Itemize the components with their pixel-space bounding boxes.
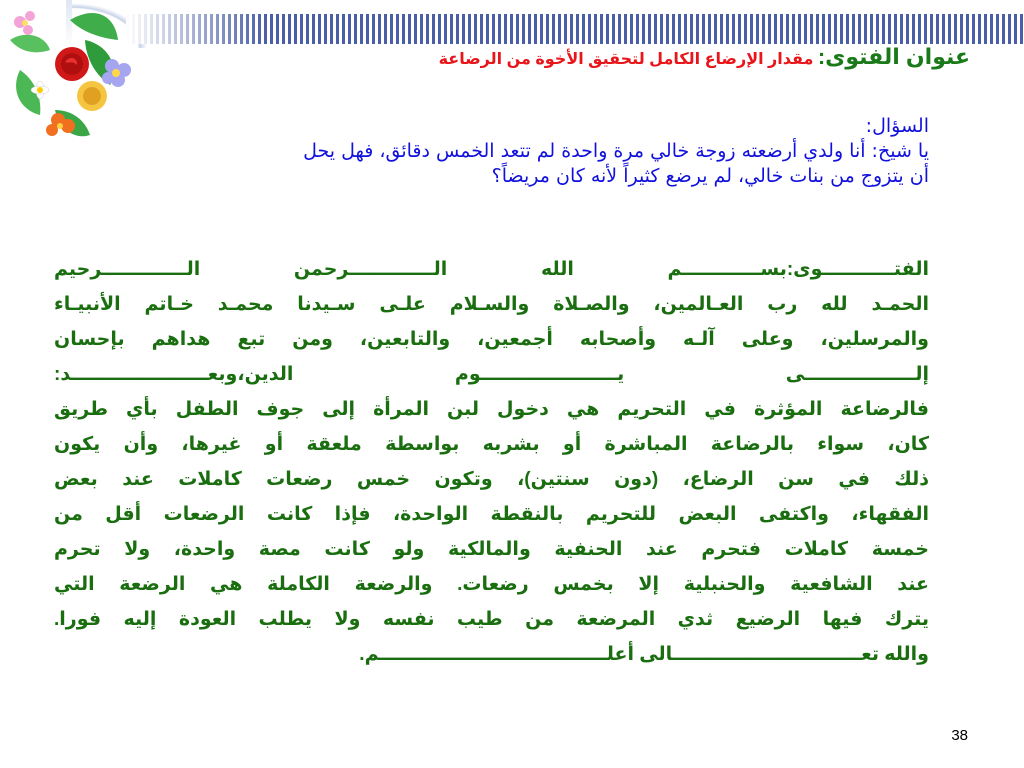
answer-line-5: فالرضاعة المؤثرة في التحريم هي دخول لبن المرأة إلى جوف الطفل بأي طريق [54, 399, 929, 420]
answer-line-11: يترك فيها الرضيع ثدي المرضعة من طيب نفسه ولا يطلب العودة إليه فورا. [54, 609, 929, 630]
answer-line-7: ذلك في سن الرضاع، (دون سنتين)، وتكون خمس رضعات كاملات عند بعض [54, 469, 929, 490]
slide-title [439, 44, 970, 70]
question-label: السؤال: [865, 115, 929, 137]
answer-line-3: والمرسلين، وعلى آلـه وأصحابه أجمعين، والتابعين، ومن تبع هداهم بإحسان [54, 329, 929, 350]
question-line-2: أن يتزوج من بنات خالي، لم يرضع كثيراً لأنه كان مريضاً؟ [491, 165, 929, 187]
question-block [49, 114, 929, 189]
answer-line-8: الفقهاء، واكتفى البعض للتحريم بالنقطة الواحدة، فإذا كانت الرضعات أقل من [54, 504, 929, 525]
answer-line-1: الفتـــــــــــوى:بســــــــــــم الله الـــــــــــــرحمن الـــــــــــــرحيم [54, 259, 929, 280]
answer-line-4: إلـــــــــــــــــى يـــــــــــــــــــــوم الدين،وبعـــــــــــــــــــــد: [54, 364, 929, 385]
question-line-1: يا شيخ: أنا ولدي أرضعته زوجة خالي مرة واحدة لم تتعد الخمس دقائق، فهل يحل [303, 140, 929, 162]
answer-block [54, 252, 929, 672]
answer-line-10: عند الشافعية والحنبلية إلا بخمس رضعات. والرضعة الكاملة هي الرضعة التي [54, 574, 929, 595]
title-text: مقدار الإرضاع الكامل لتحقيق الأخوة من الرضاعة [438, 51, 814, 68]
answer-line-9: خمسة كاملات فتحرم عند الحنفية والمالكية ولو كانت مصة واحدة، ولا تحرم [54, 539, 929, 560]
answer-line-12: والله تعـــــــــــــــــــــــــــــالى أعلـــــــــــــــــــــــــــــــــــم. [359, 644, 929, 665]
answer-line-2: الحمـد لله رب العـالمين، والصـلاة والسـلام علـى سـيدنا محمـد خـاتم الأنبيـاء [54, 294, 929, 315]
answer-line-6: كان، سواء بالرضاعة المباشرة أو بشربه بواسطة ملعقة أو غيرها، وأن يكون [54, 434, 929, 455]
title-label: عنوان الفتوى: [817, 44, 970, 69]
page-number: 38 [951, 727, 968, 744]
header-stripe-band [66, 0, 1024, 48]
